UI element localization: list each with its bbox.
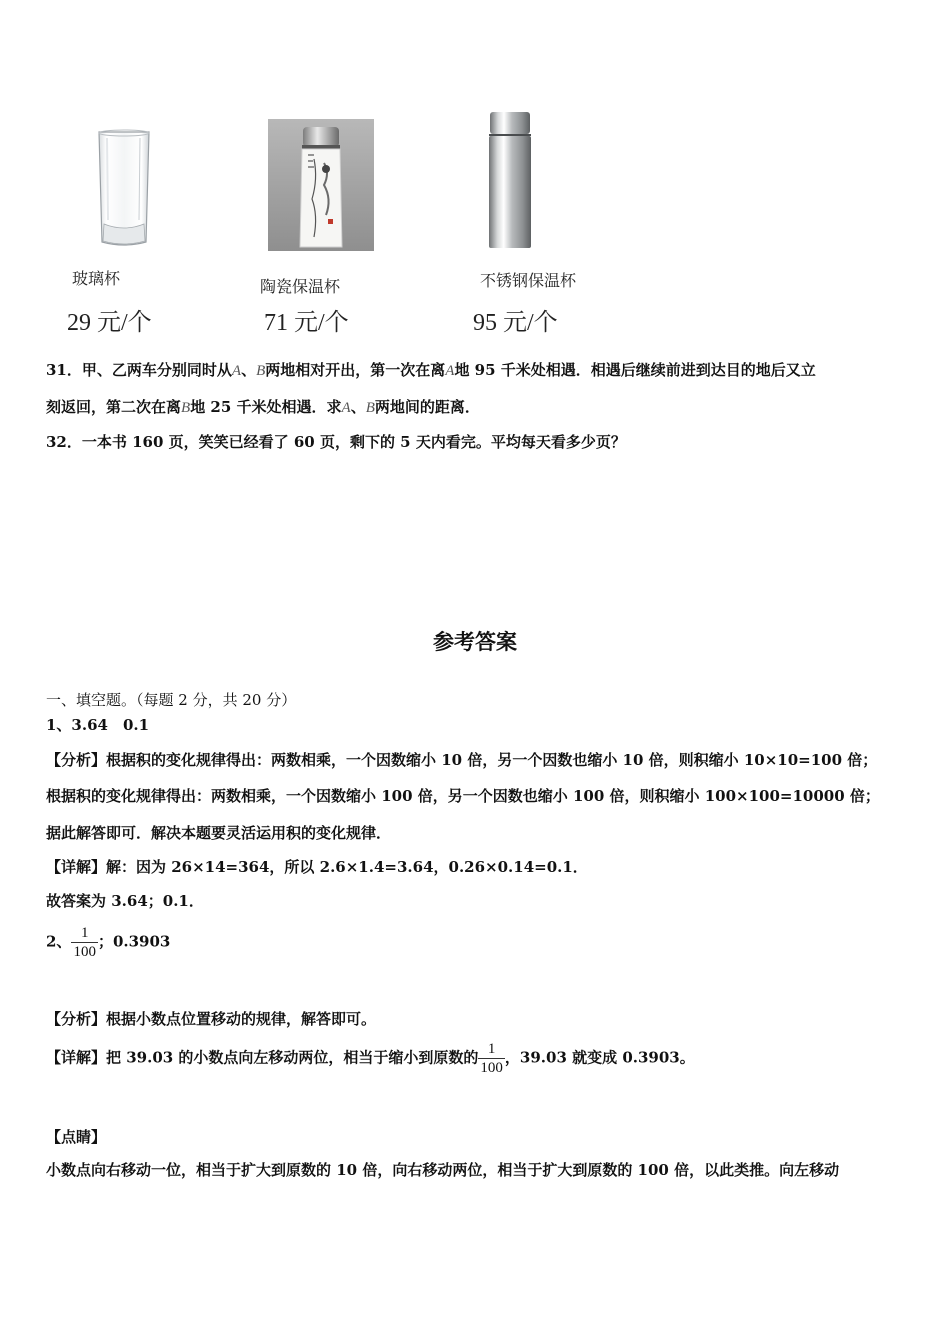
- answer-1-head: 1、3.64 0.1: [46, 716, 150, 734]
- fraction: [71, 924, 98, 961]
- q31-text: 、: [241, 361, 257, 379]
- answer-1-analysis-1: 【分析】根据积的变化规律得出：两数相乘，一个因数缩小 10 倍，另一个因数也缩小 10 倍，则积缩小 10×10=100 倍；: [46, 751, 878, 769]
- section-heading: 一、填空题。（每题 2 分，共 20 分）: [46, 691, 297, 709]
- question-31-line-1: [46, 360, 816, 381]
- point-b: B: [365, 400, 375, 416]
- steel-thermos-icon: [486, 110, 534, 252]
- answer-2-suffix: ；0.3903: [97, 932, 171, 951]
- point-b: B: [256, 363, 266, 379]
- question-32: 32．一本书 160 页，笑笑已经看了 60 页，剩下的 5 天内看完。平均每天看多少页？: [46, 433, 626, 451]
- answer-2-detail: [46, 1040, 695, 1077]
- answer-2-prefix: 2、: [46, 932, 72, 951]
- q31-text: 地 95 千米处相遇．相遇后继续前进到达目的地后又立: [454, 361, 816, 379]
- fraction-numerator: 1: [487, 1041, 496, 1057]
- product-name: 陶瓷保温杯: [260, 277, 341, 296]
- q31-text: 两地间的距离．: [374, 398, 480, 416]
- point-a: A: [231, 363, 242, 379]
- glass-cup-icon: [95, 128, 153, 250]
- product-price: 95 元/个: [473, 310, 558, 336]
- fraction: [478, 1040, 505, 1077]
- product-price: 71 元/个: [264, 310, 349, 336]
- fraction-numerator: 1: [80, 925, 89, 941]
- answer-2-analysis: 【分析】根据小数点位置移动的规律，解答即可。: [46, 1010, 377, 1028]
- answer-1-analysis-3: 据此解答即可．解决本题要灵活运用积的变化规律．: [46, 824, 392, 842]
- answer-1-conclusion: 故答案为 3.64；0.1．: [46, 892, 204, 910]
- product-name: 玻璃杯: [72, 269, 121, 288]
- answer-2-head: [46, 924, 170, 961]
- point-b: B: [181, 400, 191, 416]
- question-31-line-2: [46, 397, 480, 418]
- point-a: A: [341, 400, 351, 416]
- answer-1-detail: 【详解】解：因为 26×14=364，所以 2.6×1.4=3.64，0.26×0.14=0.1．: [46, 858, 588, 876]
- answer-2-detail-text: ，39.03 就变成 0.3903。: [504, 1048, 695, 1067]
- product-price: 29 元/个: [67, 310, 152, 336]
- q31-text: 31．甲、乙两车分别同时从: [46, 361, 232, 379]
- ceramic-thermos-icon: [268, 119, 374, 251]
- answer-1-analysis-2: 根据积的变化规律得出：两数相乘，一个因数缩小 100 倍，另一个因数也缩小 100 倍，则积缩小 100×100=10000 倍；: [46, 787, 880, 805]
- answer-2-point-label: 【点睛】: [46, 1128, 107, 1146]
- q31-text: 刻返回，第二次在离: [46, 398, 182, 416]
- product-name: 不锈钢保温杯: [480, 271, 577, 290]
- fraction-denominator: 100: [480, 1060, 503, 1076]
- point-a: A: [445, 363, 455, 379]
- q31-text: 两地相对开出，第一次在离: [265, 361, 446, 379]
- q31-text: 、: [350, 398, 366, 416]
- answer-2-detail-text: 【详解】把 39.03 的小数点向左移动两位，相当于缩小到原数的: [46, 1048, 479, 1067]
- q31-text: 地 25 千米处相遇．求: [190, 398, 342, 416]
- answers-title: 参考答案: [433, 630, 517, 654]
- fraction-denominator: 100: [73, 944, 96, 960]
- answer-2-point-text: 小数点向右移动一位，相当于扩大到原数的 10 倍，向右移动两位，相当于扩大到原数的 100 倍，以此类推。向左移动: [46, 1161, 840, 1179]
